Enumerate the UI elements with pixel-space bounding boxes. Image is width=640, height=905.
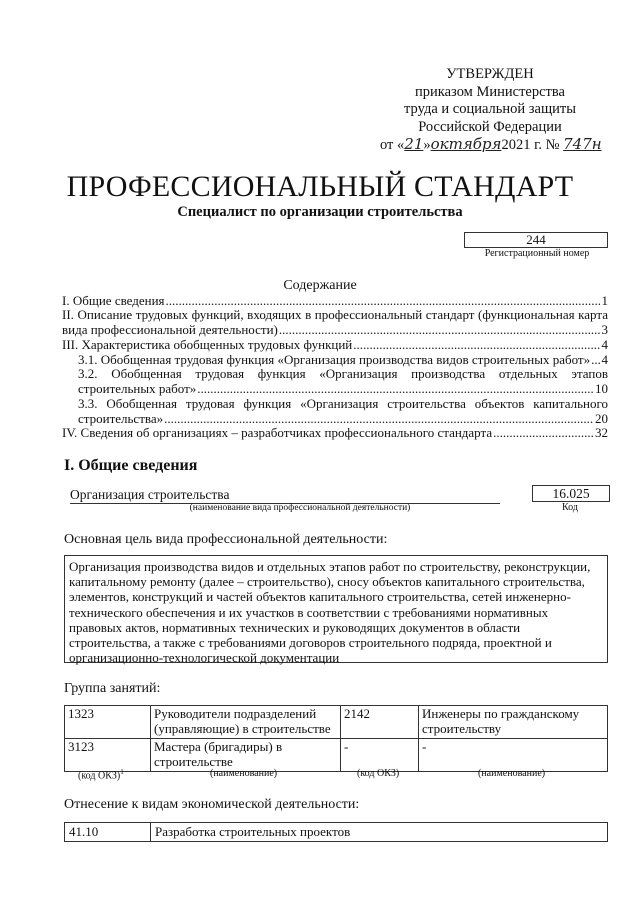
okved-code: 41.10 [65, 823, 151, 842]
document-subtitle: Специалист по организации строительства [177, 204, 463, 220]
toc-entry[interactable]: 3.3. Обобщенная трудовая функция «Организация строительства объектов капитального строительства» ..... 20 [78, 396, 608, 426]
activity-code: 16.025 [532, 485, 610, 502]
occupation-table [64, 705, 608, 772]
toc-entry[interactable]: 3.1. Обобщенная трудовая функция «Организация производства видов строительных работ» ..... 4 [78, 352, 608, 367]
registration-number: 244 [464, 232, 608, 248]
table-row [65, 739, 608, 772]
document-title: ПРОФЕССИОНАЛЬНЫЙ СТАНДАРТ [66, 170, 574, 203]
approval-line: приказом Министерства [415, 83, 565, 100]
okved-table [64, 822, 608, 842]
okz-code: 3123 [65, 739, 151, 772]
okz-code-label: (код ОКЗ) [357, 768, 400, 779]
okz-code-label: (код ОКЗ)$^1$ [78, 768, 124, 782]
name-label: (наименование) [478, 768, 546, 779]
activity-kind-label: Отнесение к видам экономической деятельности: [64, 797, 360, 812]
toc-heading: Содержание [283, 278, 357, 293]
handwritten-order-number: 747н [563, 135, 602, 153]
toc-entry[interactable]: IV. Сведения об организациях – разработчиках профессионального стандарта ..... 32 [62, 425, 608, 440]
activity-code-label: Код [562, 502, 578, 513]
approval-date: от «21»октября2021 г. № 747н [380, 135, 602, 153]
handwritten-month: октября [430, 135, 502, 153]
okz-code: 2142 [341, 706, 419, 739]
toc-entry[interactable]: II. Описание трудовых функций, входящих в профессиональный стандарт (функциональная карта вида профессиональной деятельности) ..... 3 [62, 307, 608, 337]
okz-code: 1323 [65, 706, 151, 739]
goal-text: Организация производства видов и отдельных этапов работ по строительству, реконструкции, капитальному ремонту (далее – строительство), сносу объектов капитального строительства, элементов, конструкций и частей объектов капитального строительства, сетей инженерно-технического обеспечения и их участков в соответствии с требованиями нормативных правовых актов, нормативных технических и руководящих документов в области строительства, а также с требованиями договоров строительного подряда, проектной и организационно-технологической документации [64, 555, 608, 663]
approval-line: труда и социальной защиты [404, 101, 576, 117]
name-label: (наименование) [210, 768, 278, 779]
table-row [65, 706, 608, 739]
table-row [65, 823, 608, 842]
approval-status: УТВЕРЖДЕН [446, 66, 534, 82]
section-heading: I. Общие сведения [64, 457, 198, 474]
occupation-name: Инженеры по гражданскому строительству [419, 706, 608, 739]
occupation-name: Мастера (бригадиры) в строительстве [151, 739, 341, 772]
approval-line: Российской Федерации [418, 118, 562, 135]
approval-block [380, 66, 600, 155]
registration-label: Регистрационный номер [484, 248, 590, 259]
toc-entry[interactable]: III. Характеристика обобщенных трудовых функций ..... 4 [62, 337, 608, 352]
toc-entry[interactable]: 3.2. Обобщенная трудовая функция «Организация производства отдельных этапов строительных работ» ..... 10 [78, 366, 608, 396]
okz-code: - [341, 739, 419, 772]
handwritten-day: 21 [404, 135, 424, 153]
toc-entry[interactable]: I. Общие сведения ..... 1 [62, 293, 608, 308]
goal-label: Основная цель вида профессиональной деятельности: [64, 532, 388, 547]
group-label: Группа занятий: [64, 681, 161, 696]
occupation-name: - [419, 739, 608, 772]
okved-name: Разработка строительных проектов [151, 823, 608, 842]
activity-name: Организация строительства [70, 487, 500, 504]
occupation-name: Руководители подразделений (управляющие) в строительстве [151, 706, 341, 739]
activity-name-note: (наименование вида профессиональной деятельности) [189, 503, 411, 513]
